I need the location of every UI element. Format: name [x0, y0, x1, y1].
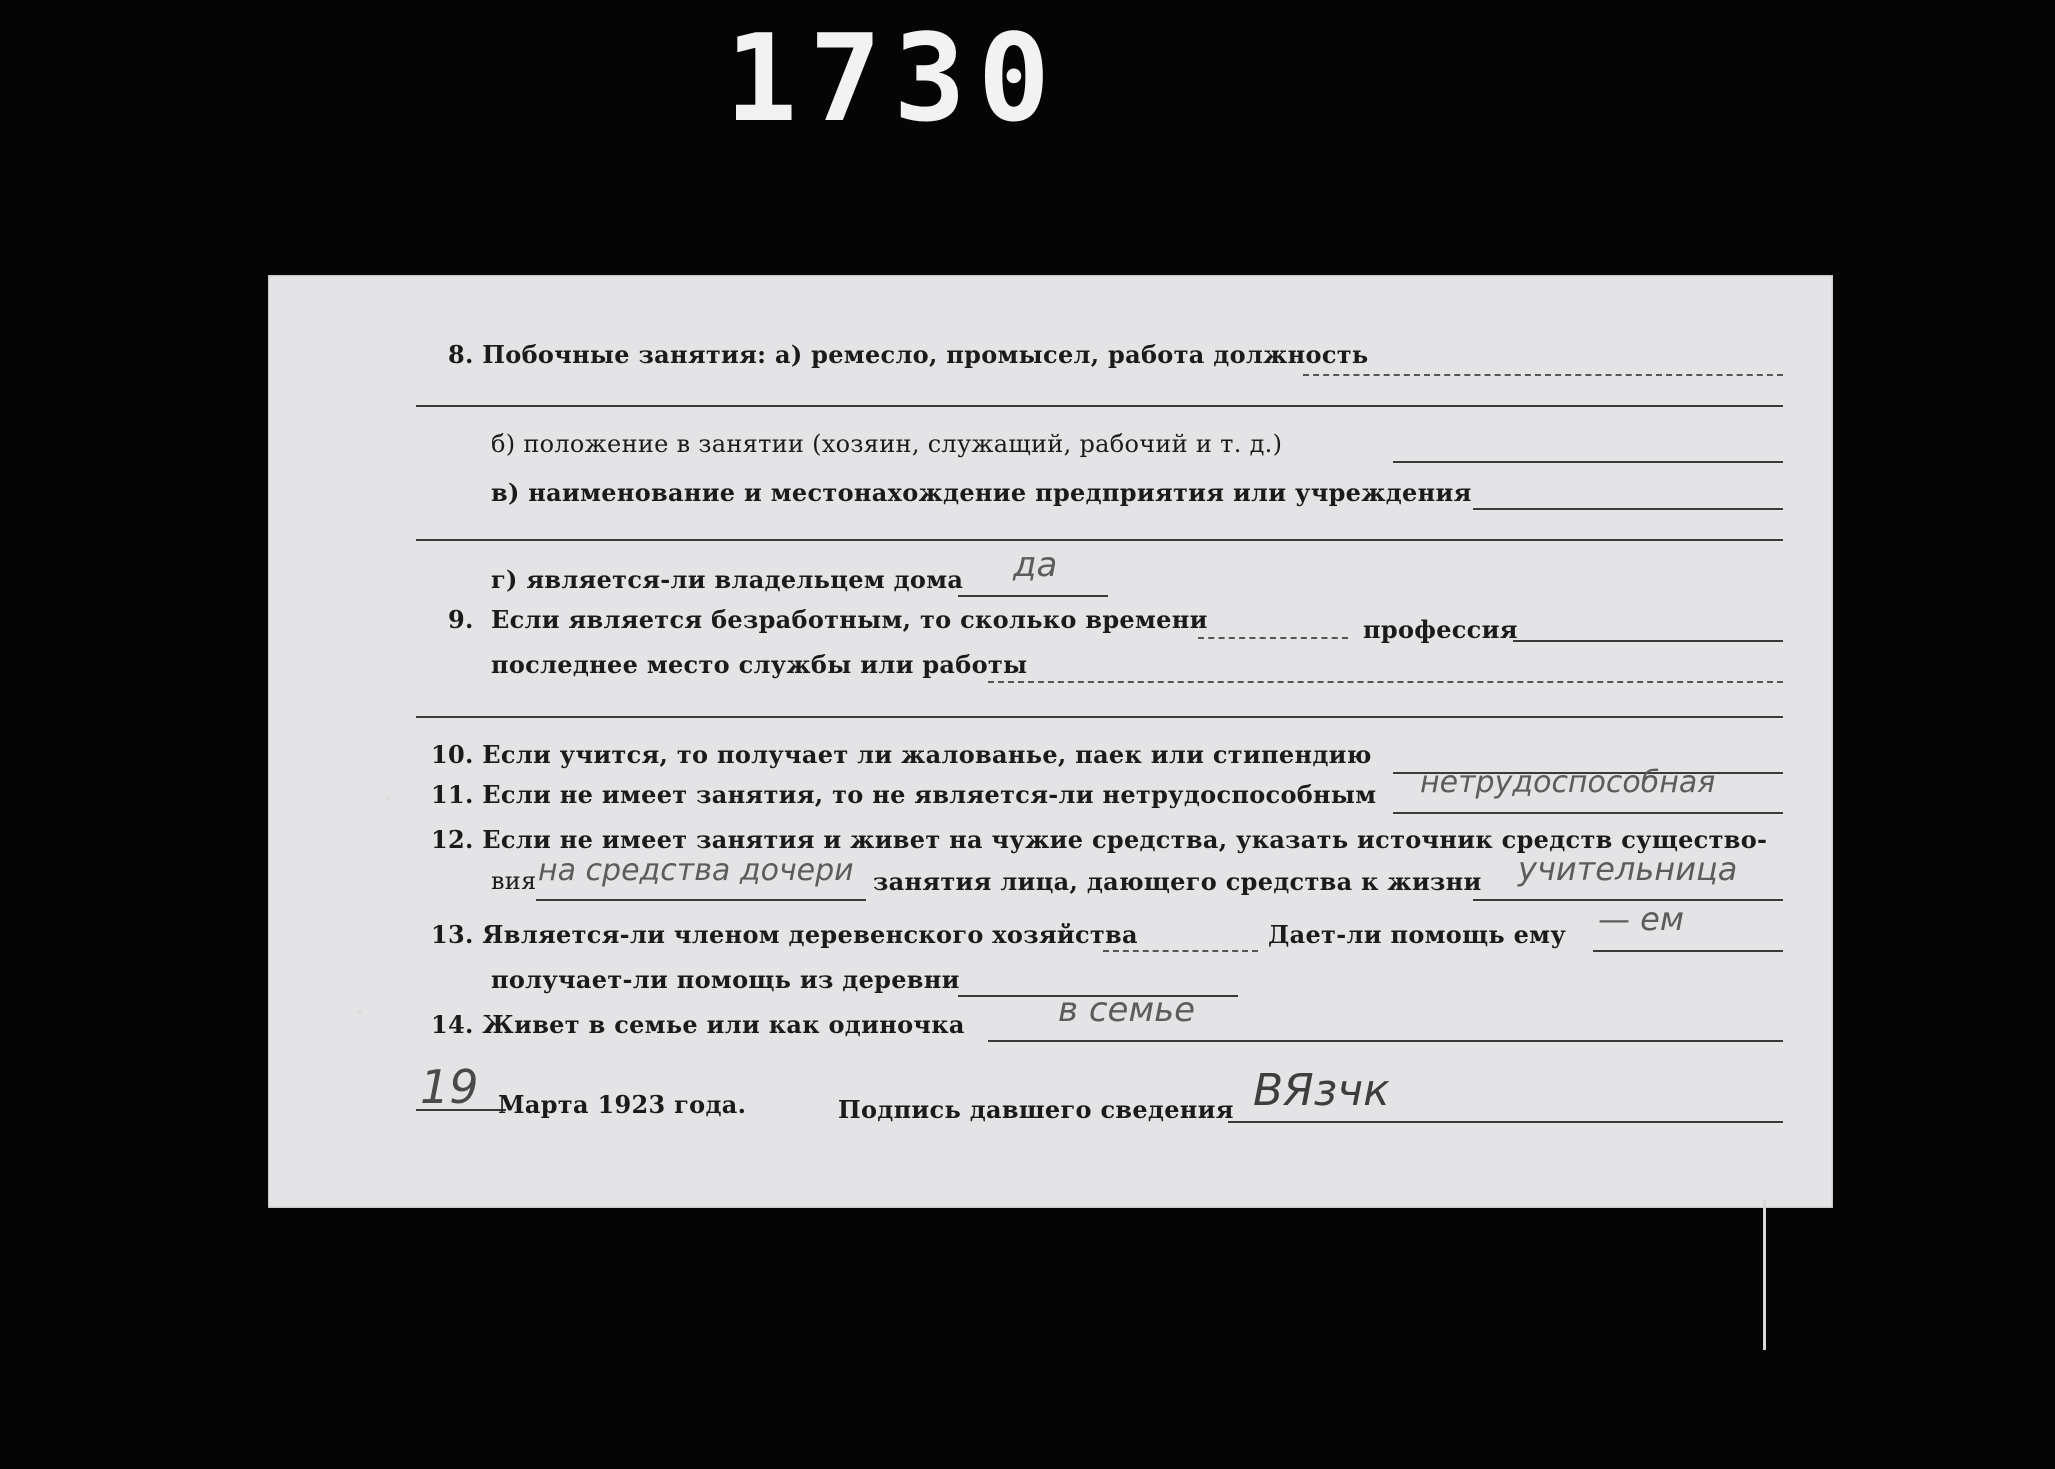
answer-line [1393, 812, 1783, 814]
answer-line [958, 595, 1108, 597]
question-12-occupation: занятия лица, дающего средства к жизни [873, 867, 1482, 896]
answer-line [988, 1040, 1783, 1042]
date-text: Марта 1923 года. [498, 1090, 747, 1119]
answer-line [988, 681, 1783, 683]
question-10: 10. Если учится, то получает ли жалованье, паек или стипендию [431, 740, 1372, 769]
census-form-card [268, 275, 1833, 1208]
film-dust [386, 795, 391, 800]
frame-number: 1730 [725, 10, 1062, 149]
question-13: 13. Является-ли членом деревенского хозяйства [431, 920, 1138, 949]
answer-line [1228, 1121, 1783, 1123]
answer-12-source-handwritten: на средства дочери [538, 853, 854, 888]
question-9-last-job: последнее место службы или работы [491, 650, 1028, 679]
date-day-handwritten: 19 [420, 1060, 479, 1114]
answer-line [1103, 950, 1258, 952]
answer-line [416, 1109, 506, 1111]
question-12: 12. Если не имеет занятия и живет на чужие средства, указать источник средств существо- [431, 825, 1768, 854]
answer-line [1198, 637, 1348, 639]
question-14: 14. Живет в семье или как одиночка [431, 1010, 965, 1039]
answer-line [1473, 508, 1783, 510]
film-dust [357, 1010, 362, 1015]
question-8v: в) наименование и местонахождение предприятия или учреждения [491, 478, 1472, 507]
question-13-village: получает-ли помощь из деревни [491, 965, 960, 994]
question-8a: 8. Побочные занятия: а) ремесло, промысел, работа должность [448, 340, 1369, 369]
answer-line [1513, 640, 1783, 642]
question-9-profession: профессия [1363, 615, 1518, 644]
answer-line [416, 716, 1783, 718]
question-9: Если является безработным, то сколько времени [491, 605, 1208, 634]
answer-14-handwritten: в семье [1058, 990, 1196, 1030]
answer-line [1303, 374, 1783, 376]
question-11: 11. Если не имеет занятия, то не является-ли нетрудоспособным [431, 780, 1377, 809]
answer-line [416, 405, 1783, 407]
answer-line [536, 899, 866, 901]
answer-line [1593, 950, 1783, 952]
question-8g: г) является-ли владельцем дома [491, 565, 964, 594]
answer-line [1393, 461, 1783, 463]
answer-line [416, 539, 1783, 541]
answer-13-handwritten: — ем [1598, 900, 1684, 938]
answer-8g-handwritten: да [1013, 545, 1058, 585]
question-13-help: Дает-ли помощь ему [1268, 920, 1566, 949]
signature-handwritten: ВЯзчк [1253, 1065, 1390, 1116]
question-8b: б) положение в занятии (хозяин, служащий, рабочий и т. д.) [491, 430, 1283, 458]
answer-11-handwritten: нетрудоспособная [1420, 765, 1716, 800]
answer-12-occupation-handwritten: учительница [1518, 850, 1738, 888]
question-9-number: 9. [448, 605, 474, 634]
film-scratch [1763, 1200, 1766, 1350]
question-12-prefix: вия [491, 867, 537, 895]
signature-label: Подпись давшего сведения [838, 1095, 1234, 1124]
